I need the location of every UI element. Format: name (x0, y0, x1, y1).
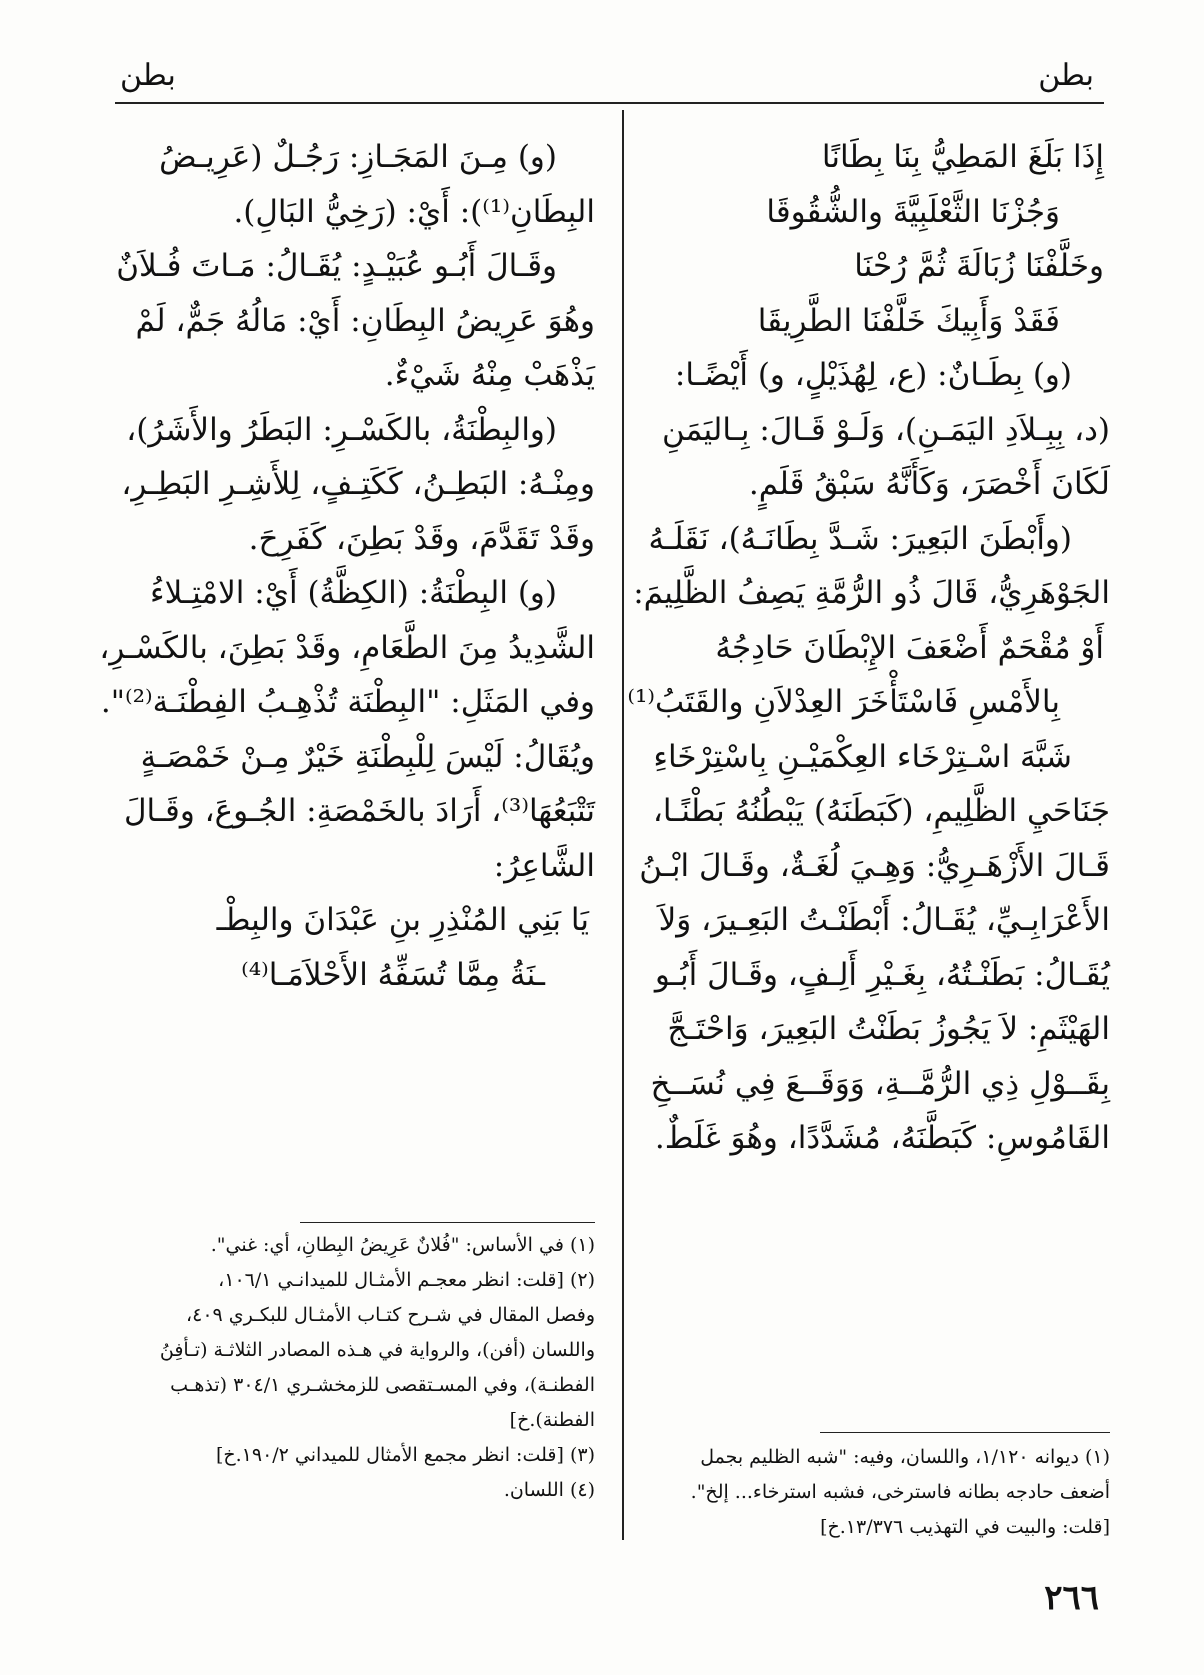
text-line: يَذْهَبْ مِنْهُ شَيْءٌ. (384, 357, 595, 393)
left-column (99, 130, 595, 1002)
verse-line: وَجُزْنَا الثَّعْلَبِيَّةَ والشُّقُوقَا (766, 193, 1060, 230)
running-head-left: بطن (120, 58, 176, 93)
footnote-line: (٣) [قلت: انظر مجمع الأمثال للميداني ١٩٠/٢.خ] (215, 1444, 595, 1466)
text-line: (و) بِطَـانٌ: (ع، لِهُذَيْلٍ، و) أَيْضًـا: (674, 357, 1072, 393)
text-line: ومِنْـهُ: البَطِـنُ، كَكَتِـفٍ، لِلأَشِـرِ البَطِـرِ، (121, 466, 595, 502)
footnote-line: وفصل المقال في شـرح كتـاب الأمثـال للبكـري ٤٠٩، (185, 1304, 595, 1326)
footnote-line: الفطنـة)، وفي المسـتقصى للزمخشـري ٣٠٤/١ (تذهـب (170, 1374, 595, 1396)
text-line: البِطَانِ⁽¹⁾): أَيْ: (رَخِيُّ البَالِ). (233, 193, 595, 230)
text-line: جَنَاحَيِ الظَّلِيمِ، (كَبَطَنَهُ) يَبْطُنُهُ بَطْنًـا، (652, 793, 1110, 829)
text-line: وهُوَ عَرِيضُ البِطَانِ: أَيْ: مَالُهُ جَمٌّ، لَمْ (135, 302, 595, 339)
right-column (627, 130, 1110, 1166)
verse-line: يَا بَنِي المُنْذِرِ بنِ عَبْدَانَ والبِطْـ (216, 902, 589, 938)
footnote-line: الفطنة).خ] (509, 1409, 595, 1431)
footnote-line: واللسان (أفن)، والرواية في هـذه المصادر الثلاثـة (تـأفِنُ (159, 1339, 595, 1361)
text-line: (د، بِبِـلاَدِ اليَمَـنِ)، وَلَـوْ قَـالَ: بِـاليَمَنِ (662, 411, 1110, 448)
verse-line: ـنَةُ مِمَّا تُسَفِّهُ الأَحْلاَمَـا⁽⁴⁾ (241, 956, 545, 993)
text-line: شَبَّهَ اسْـتِرْخَاء العِكْمَيْـنِ بِاسْتِرْخَاءِ (653, 738, 1072, 775)
footnote-rule-right (820, 1432, 1110, 1433)
text-line: القَامُوسِ: كَبَطَّنَهُ، مُشَدَّدًا، وهُوَ غَلَطٌ. (654, 1120, 1110, 1156)
text-line: الهَيْثَمِ: لاَ يَجُوزُ بَطَنْتُ البَعِيرَ، وَاحْتَـجَّ (667, 1011, 1110, 1047)
text-line: (وأَبْطَنَ البَعِيرَ: شَـدَّ بِطَانَـهُ)، نَقَلَـهُ (648, 520, 1072, 557)
left-footnotes (120, 1228, 595, 1508)
text-line: قَـالَ الأَزْهَـرِيُّ: وَهِـيَ لُغَـةٌ، وقَـالَ ابْـنُ (639, 847, 1110, 884)
footnote-line: (٤) اللسان. (503, 1479, 595, 1501)
text-line: (و) مِـنَ المَجَـازِ: رَجُـلٌ (عَرِيـضُ (159, 139, 557, 175)
text-line: يُقَـالُ: بَطَنْـتُهُ، بِغَـيْرِ أَلِـفٍ، وقَـالَ أَبُـو (654, 956, 1110, 993)
text-line: الشَّاعِرُ: (493, 847, 595, 884)
right-footnotes (650, 1440, 1110, 1545)
text-line: وقَـالَ أَبُـو عُبَيْـدٍ: يُقَـالُ: مَـاتَ فُـلاَنٌ (116, 248, 557, 284)
verse-line: بِالأَمْسِ فَاسْتَأْخَرَ العِدْلاَنِ والقَتَبُ⁽¹⁾ (627, 684, 1060, 720)
text-line: بِقَــوْلِ ذِي الرُّمَّــةِ، وَوَقَــعَ فِي نُسَــخِ (650, 1065, 1110, 1102)
header-rule (115, 102, 1104, 104)
text-line: ويُقَالُ: لَيْسَ لِلْبِطْنَةِ خَيْرٌ مِـنْ خَمْصَـةٍ (140, 738, 595, 775)
running-head-right: بطن (1038, 58, 1094, 93)
verse-line: إِذَا بَلَغَ المَطِيُّ بِنَا بِطَانًا (821, 139, 1104, 175)
text-line: (و) البِطْنَةُ: (الكِظَّةُ) أَيْ: الامْتِـلاءُ (150, 575, 557, 611)
text-line: لَكَانَ أَخْصَرَ، وَكَأَنَّهُ سَبْقُ قَلَمٍ. (748, 466, 1110, 502)
footnote-line: أضعف حادجه بطانه فاسترخى، فشبه استرخاء... إلخ". (690, 1481, 1110, 1503)
column-divider (622, 110, 624, 1540)
text-line: الجَوْهَرِيُّ، قَالَ ذُو الرُّمَّةِ يَصِفُ الظَّلِيمَ: (633, 575, 1110, 611)
text-line: تَتْبَعُهَا⁽³⁾، أَرَادَ بالخَمْصَةِ: الجُـوعَ، وقَـالَ (123, 793, 595, 829)
footnote-line: (١) ديوانه ١/١٢٠، واللسان، وفيه: "شبه الظليم بجمل (700, 1446, 1110, 1468)
footnote-line: (١) في الأساس: "فُلانٌ عَرِيضُ البِطانِ، أي: غني". (210, 1234, 595, 1256)
text-line: (والبِطْنَةُ، بالكَسْـرِ: البَطَرُ والأَشَرُ)، (126, 411, 557, 448)
text-line: وفي المَثَلِ: "البِطْنَة تُذْهِـبُ الفِطْنَـة⁽²⁾". (100, 684, 595, 720)
verse-line: فَقَدْ وَأَبِيكَ خَلَّفْنَا الطَّرِيقَا (757, 302, 1060, 339)
text-line: الأَعْرَابِـيِّ، يُقَـالُ: أَبْطَنْـتُ البَعِـيرَ، وَلاَ (658, 902, 1110, 938)
page-number: ٢٦٦ (1044, 1578, 1099, 1618)
text-line: الشَّدِيدُ مِنَ الطَّعَامِ، وقَدْ بَطِنَ، بالكَسْـرِ، (99, 629, 595, 666)
text-line: وقَدْ تَقَدَّمَ، وقَدْ بَطِنَ، كَفَرِحَ. (248, 520, 595, 557)
verse-line: وخَلَّفْنَا زُبَالَةَ ثُمَّ رُحْنَا (854, 248, 1104, 284)
verse-line: أَوْ مُقْحَمٌ أَضْعَفَ الإِبْطَانَ حَادِجُهُ (715, 629, 1104, 666)
footnote-line: [قلت: والبيت في التهذيب ١٣/٣٧٦.خ] (820, 1516, 1110, 1538)
footnote-rule-left (300, 1222, 595, 1223)
footnote-line: (٢) [قلت: انظر معجـم الأمثـال للميدانـي ١٠٦/١، (218, 1269, 595, 1291)
